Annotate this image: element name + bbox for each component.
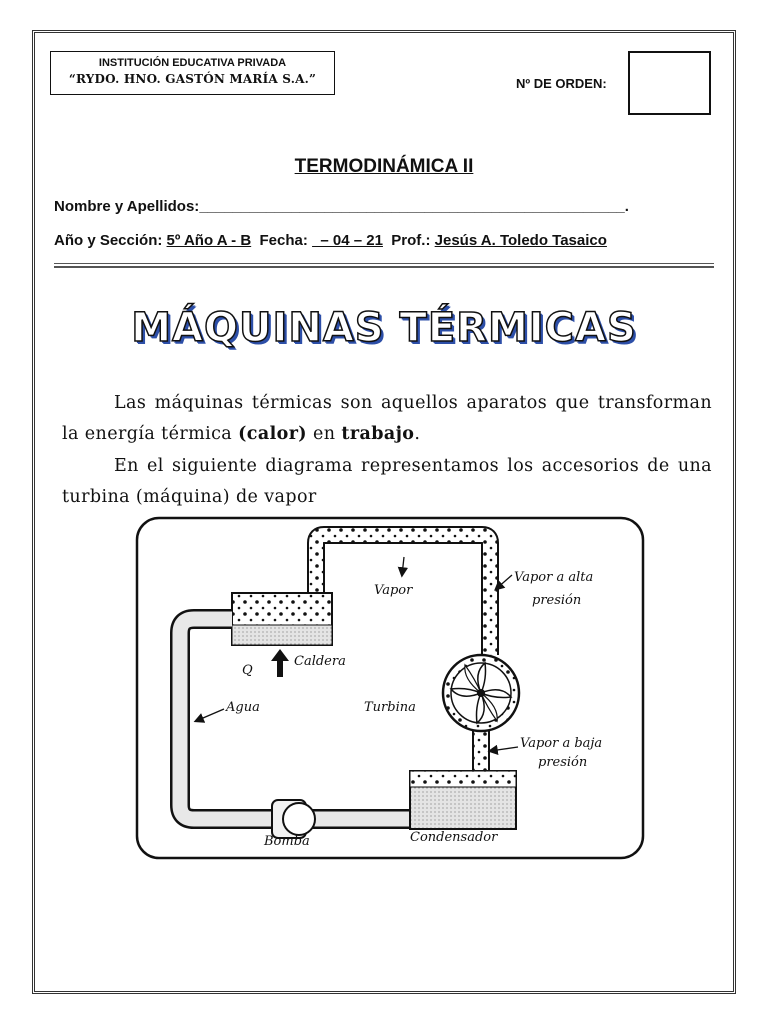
intro-paragraph	[62, 388, 712, 450]
name-field	[54, 198, 629, 215]
order-number-box	[628, 51, 711, 115]
label-caldera: Caldera	[294, 654, 346, 669]
label-q: Q	[242, 663, 253, 678]
label-vapor-baja-1: Vapor a baja	[520, 736, 603, 751]
subject-title: TERMODINÁMICA II	[294, 156, 474, 177]
date-label: Fecha:	[259, 232, 308, 249]
label-condensador: Condensador	[410, 830, 498, 845]
name-blank-line: ___________________________________________________.	[199, 198, 629, 215]
header-divider	[54, 263, 714, 264]
label-vapor-alta-2: presión	[532, 593, 582, 608]
section-value: 5º Año A - B	[166, 232, 252, 249]
steam-turbine-diagram	[134, 515, 646, 861]
label-bomba: Bomba	[264, 834, 310, 849]
prof-value: Jesús A. Toledo Tasaico	[434, 232, 607, 249]
intro-bold-calor: (calor)	[238, 424, 307, 444]
date-value: – 04 – 21	[312, 232, 383, 249]
intro-text-c: .	[414, 424, 421, 444]
name-label: Nombre y Apellidos:	[54, 198, 200, 215]
institution-name: “RYDO. HNO. GASTÓN MARÍA S.A.”	[68, 72, 317, 86]
label-vapor: Vapor	[374, 583, 413, 598]
prof-label: Prof.:	[391, 232, 431, 249]
intro-bold-trabajo: trabajo	[341, 424, 415, 444]
diagram-intro-paragraph	[62, 451, 712, 513]
intro-text-b: en	[307, 424, 342, 444]
label-turbina: Turbina	[364, 700, 416, 715]
main-title: MÁQUINAS TÉRMICAS	[131, 305, 637, 351]
diagram-frame	[137, 518, 643, 858]
institution-box	[50, 51, 335, 95]
header-divider-thick	[54, 266, 714, 268]
order-number-label: Nº DE ORDEN:	[516, 76, 607, 91]
intro-text-a: Las máquinas térmicas son aquellos aparatos que transforman la energía térmica	[62, 393, 712, 444]
label-vapor-alta-1: Vapor a alta	[514, 570, 594, 585]
label-vapor-baja-2: presión	[538, 755, 588, 770]
section-date-prof-line	[54, 232, 607, 249]
label-agua: Agua	[226, 700, 260, 715]
institution-type: INSTITUCIÓN EDUCATIVA PRIVADA	[98, 57, 287, 69]
section-label: Año y Sección:	[54, 232, 163, 249]
diagram-intro-text: En el siguiente diagrama representamos los accesorios de una turbina (máquina) de vapor	[62, 456, 712, 507]
turbine	[443, 655, 519, 731]
